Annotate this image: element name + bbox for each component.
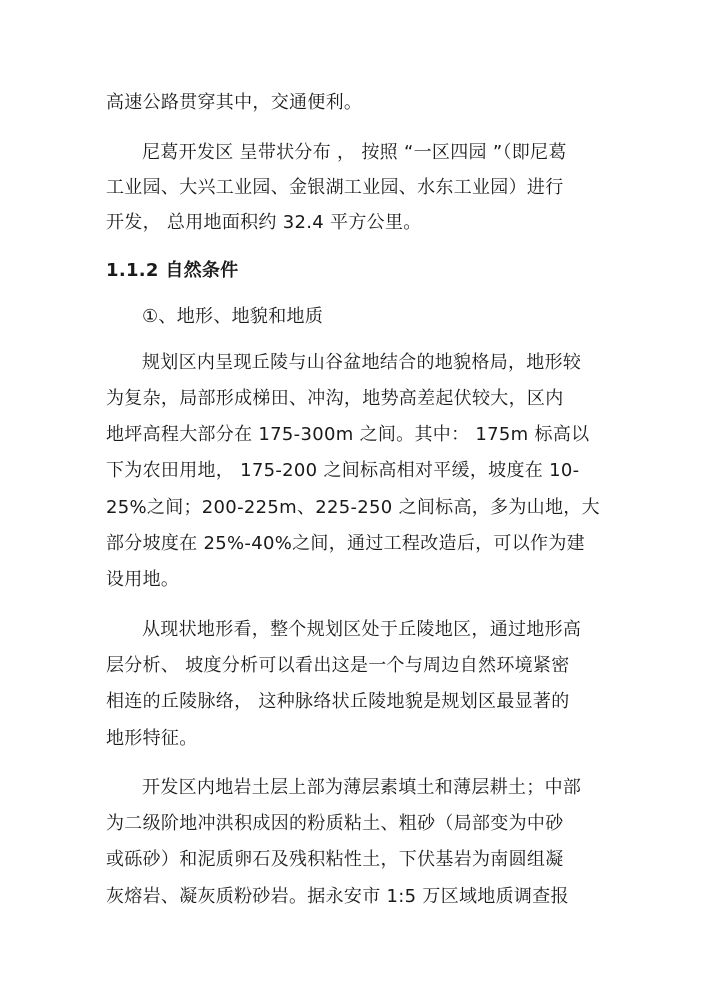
paragraph-4-line-1: 从现状地形看，整个规划区处于丘陵地区，通过地形高 [142,619,582,640]
paragraph-3-line-4: 下为农田用地， 175-200 之间标高相对平缓，坡度在 10- [106,460,580,481]
paragraph-3-line-1: 规划区内呈现丘陵与山谷盆地结合的地貌格局，地形较 [142,352,582,373]
paragraph-3-line-6: 部分坡度在 25%-40%之间，通过工程改造后，可以作为建 [106,533,585,554]
paragraph-3-line-2: 为复杂，局部形成梯田、冲沟，地势高差起伏较大，区内 [106,388,564,409]
paragraph-3-line-3: 地坪高程大部分在 175-300m 之间。其中： 175m 标高以 [106,424,590,445]
paragraph-2-line-3: 开发， 总用地面积约 32.4 平方公里。 [106,212,422,233]
subheading: ①、地形、地貌和地质 [142,306,324,327]
paragraph-5-line-3: 或砾砂）和泥质卵石及残积粘性土，下伏基岩为南圆组凝 [106,849,564,870]
paragraph-3-line-7: 设用地。 [106,569,180,590]
paragraph-2-line-2: 工业园、大兴工业园、金银湖工业园、水东工业园）进行 [106,177,564,198]
paragraph-4-line-2: 层分析、 坡度分析可以看出这是一个与周边自然环境紧密 [106,655,570,676]
paragraph-4-line-4: 地形特征。 [106,728,198,749]
paragraph-5-line-1: 开发区内地岩土层上部为薄层素填土和薄层耕土；中部 [142,777,582,798]
paragraph-5-line-4: 灰熔岩、凝灰质粉砂岩。据永安市 1:5 万区域地质调查报 [106,886,569,907]
paragraph-5-line-2: 为二级阶地冲洪积成因的粉质粘土、粗砂（局部变为中砂 [106,813,564,834]
paragraph-2-line-1: 尼葛开发区 呈带状分布 ， 按照 “一区四园 ”（即尼葛 [142,142,567,163]
paragraph-3-line-5: 25%之间；200-225m、225-250 之间标高，多为山地，大 [106,497,600,518]
section-heading: 1.1.2 自然条件 [106,260,239,281]
paragraph-1-line-1: 高速公路贯穿其中，交通便利。 [106,92,363,113]
paragraph-4-line-3: 相连的丘陵脉络， 这种脉络状丘陵地貌是规划区最显著的 [106,691,570,712]
